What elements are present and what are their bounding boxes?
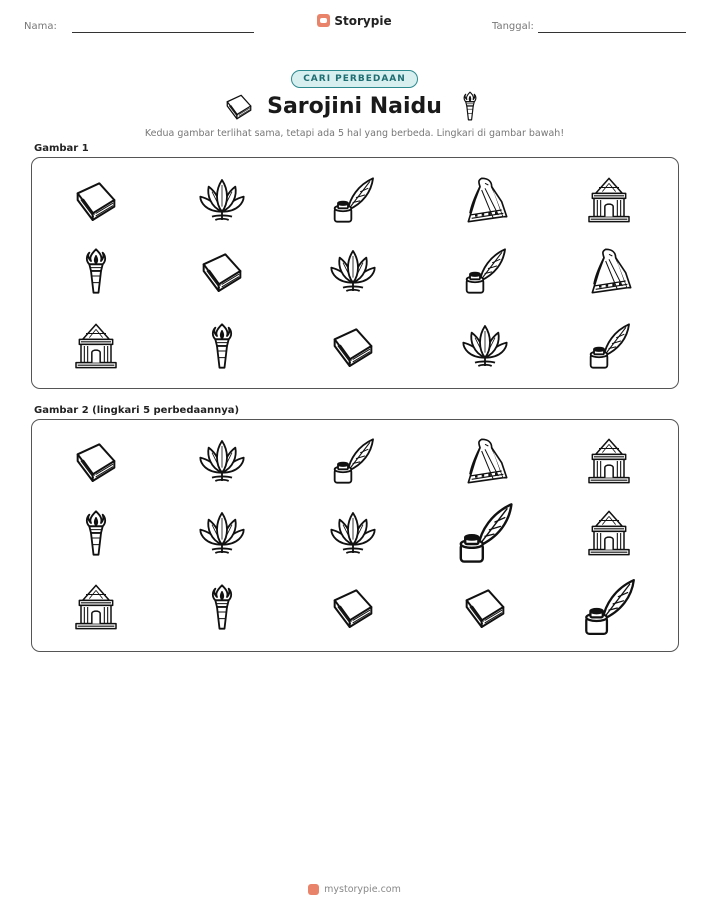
lotus-icon [328,246,378,296]
picture1-cell [584,321,634,371]
brand [0,12,709,31]
temple-icon [71,321,121,371]
picture1-cell [584,246,634,296]
quill-icon [460,246,510,296]
picture2-label: Gambar 2 (lingkari 5 perbedaannya) [34,405,240,416]
picture1-cell [71,321,121,371]
book-icon [328,582,378,632]
storypie-logo-icon [317,14,330,27]
footer [0,880,709,899]
lotus-icon [460,321,510,371]
name-label: Nama: [24,21,57,32]
quill-icon [328,436,378,486]
picture2-cell[interactable] [460,436,510,486]
saree-icon [460,175,510,225]
picture1-cell [460,175,510,225]
picture1-cell [71,175,121,225]
picture1-cell [197,321,247,371]
picture2-cell[interactable] [584,508,634,558]
temple-icon [71,582,121,632]
torch-icon [71,508,121,558]
temple-icon [584,436,634,486]
picture2-cell[interactable] [197,582,247,632]
picture1-cell [197,246,247,296]
picture1-panel [31,157,679,389]
page-title: Sarojini Naidu [267,93,442,119]
temple-icon [584,175,634,225]
book-icon [223,90,255,122]
picture1-cell [328,321,378,371]
brand-name: Storypie [334,13,392,28]
footer-url[interactable]: mystorypie.com [324,884,401,895]
picture2-cell[interactable] [452,500,518,566]
book-icon [71,436,121,486]
picture1-cell [460,246,510,296]
quill-icon [584,321,634,371]
quill-icon [578,576,640,638]
torch-icon [197,582,247,632]
book-icon [460,582,510,632]
saree-icon [584,246,634,296]
picture1-cell [328,175,378,225]
picture1-cell [584,175,634,225]
torch-icon [197,321,247,371]
picture1-cell [328,246,378,296]
lotus-icon [328,508,378,558]
book-icon [328,321,378,371]
name-field-line[interactable] [72,32,254,33]
book-icon [71,175,121,225]
quill-icon [452,500,518,566]
picture2-grid [32,420,678,651]
temple-icon [584,508,634,558]
picture1-label: Gambar 1 [34,143,89,154]
storypie-logo-icon [308,884,319,895]
picture2-cell[interactable] [578,576,640,638]
title-row [0,90,709,122]
picture1-cell [71,246,121,296]
picture2-cell[interactable] [71,582,121,632]
picture2-cell[interactable] [328,436,378,486]
quill-icon [328,175,378,225]
picture2-cell[interactable] [328,582,378,632]
lotus-icon [197,508,247,558]
picture1-grid [32,158,678,388]
date-field-line[interactable] [538,32,686,33]
picture2-cell[interactable] [71,436,121,486]
picture1-cell [460,321,510,371]
activity-badge: CARI PERBEDAAN [291,70,418,88]
picture2-cell[interactable] [584,436,634,486]
picture2-cell[interactable] [328,508,378,558]
torch-icon [454,90,486,122]
picture2-cell[interactable] [460,582,510,632]
lotus-icon [197,436,247,486]
picture1-cell [197,175,247,225]
lotus-icon [197,175,247,225]
picture2-cell[interactable] [197,436,247,486]
picture2-panel[interactable] [31,419,679,652]
date-label: Tanggal: [492,21,534,32]
picture2-cell[interactable] [71,508,121,558]
torch-icon [71,246,121,296]
picture2-cell[interactable] [197,508,247,558]
saree-icon [460,436,510,486]
book-icon [197,246,247,296]
instructions: Kedua gambar terlihat sama, tetapi ada 5 hal yang berbeda. Lingkari di gambar bawah! [144,128,565,139]
